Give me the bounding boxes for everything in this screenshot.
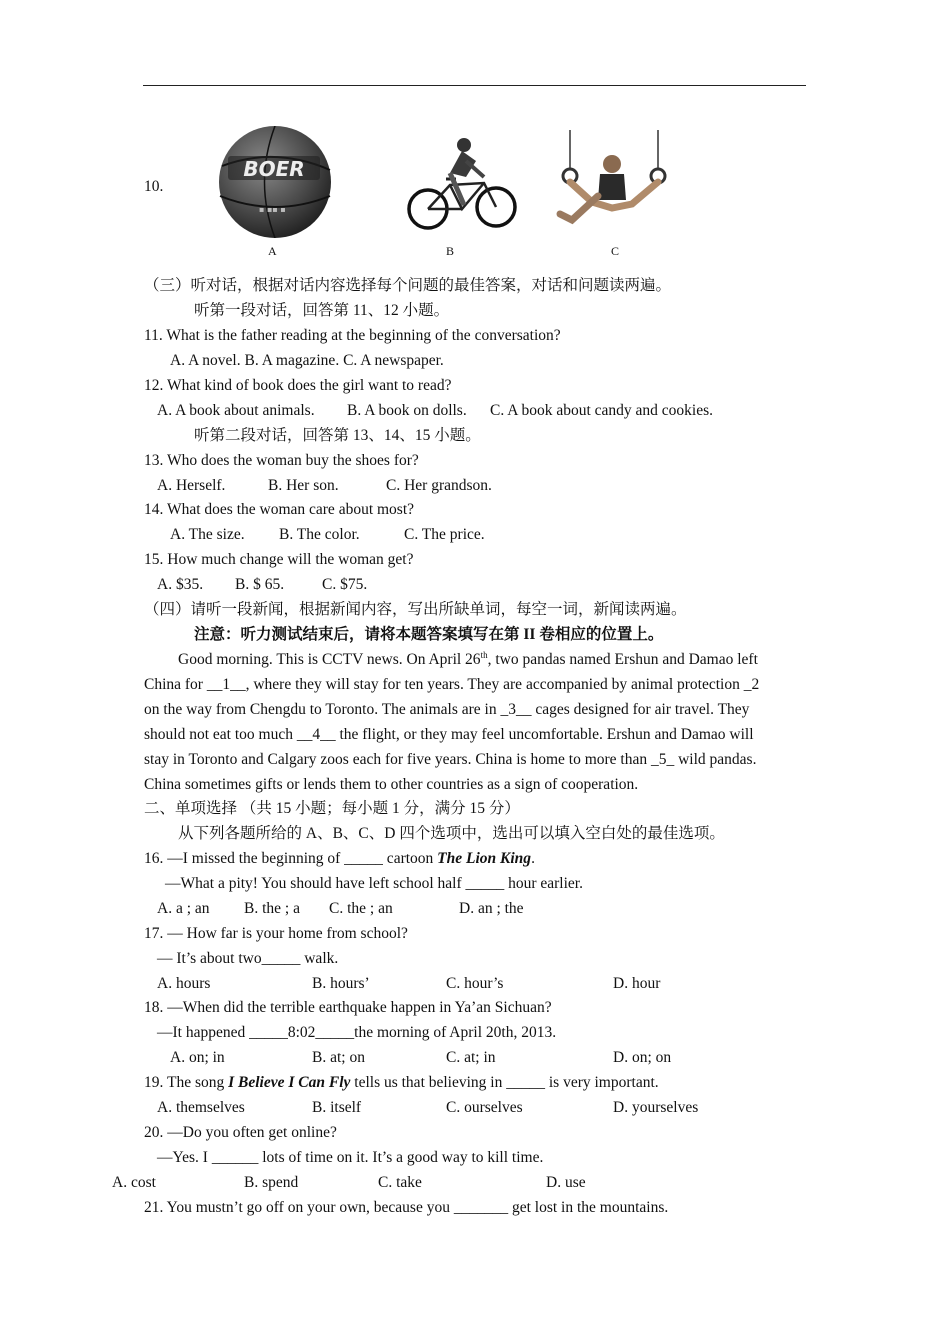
sec3-sub2: 听第二段对话，回答第 13、14、15 小题。 xyxy=(194,427,481,444)
q15-option-c: C. $75. xyxy=(322,576,368,593)
blank-3: _3__ xyxy=(500,701,532,718)
q10-number: 10. xyxy=(144,178,164,195)
q20-option-b: B. spend xyxy=(244,1174,299,1191)
q18-option-d: D. on; on xyxy=(613,1049,672,1066)
q11-options: A. A novel. B. A magazine. C. A newspaper. xyxy=(170,352,444,369)
blank-2: _2 xyxy=(743,676,760,693)
q12-option-a: A. A book about animals. xyxy=(157,402,315,419)
q19-stem: 19. The song I Believe I Can Fly tells us that believing in _____ is very important. xyxy=(144,1074,659,1091)
news-line-3: on the way from Chengdu to Toronto. The animals are in _3__ cages designed for air travel. They xyxy=(144,701,750,718)
basketball-icon xyxy=(214,126,336,238)
q18-option-c: C. at; in xyxy=(446,1049,496,1066)
q18-option-a: A. on; in xyxy=(170,1049,225,1066)
svg-text:BOER: BOER xyxy=(243,157,305,181)
blank-4: __4__ xyxy=(296,726,336,743)
news-line-4: should not eat too much __4__ the flight, or they may feel uncomfortable. Ershun and Damao will xyxy=(144,726,754,743)
q16-option-b: B. the ; a xyxy=(244,900,300,917)
q14-option-a: A. The size. xyxy=(170,526,245,543)
blank-5: _5_ xyxy=(650,751,675,768)
q17-option-c: C. hour’s xyxy=(446,975,504,992)
q13-option-c: C. Her grandson. xyxy=(386,477,492,494)
q19-option-b: B. itself xyxy=(312,1099,362,1116)
q14-option-b: B. The color. xyxy=(279,526,360,543)
q19-option-c: C. ourselves xyxy=(446,1099,523,1116)
part2-heading: 二、单项选择 （共 15 小题；每小题 1 分，满分 15 分） xyxy=(144,800,520,817)
q16-option-c: C. the ; an xyxy=(329,900,393,917)
sec4-heading: （四）请听一段新闻，根据新闻内容，写出所缺单词，每空一词，新闻读两遍。 xyxy=(144,601,687,618)
q19-option-d: D. yourselves xyxy=(613,1099,699,1116)
sec3-sub1: 听第一段对话，回答第 11、12 小题。 xyxy=(194,302,450,319)
pic-label-b: B xyxy=(446,244,455,258)
q16-line-2: —What a pity! You should have left school half _____ hour earlier. xyxy=(165,875,583,892)
q11-stem: 11. What is the father reading at the beginning of the conversation? xyxy=(144,327,561,344)
sec4-note: 注意：听力测试结束后，请将本题答案填写在第 II 卷相应的位置上。 xyxy=(194,626,664,643)
news-line-2: China for __1__, where they will stay for ten years. They are accompanied by animal protection _2 xyxy=(144,676,760,693)
q13-option-b: B. Her son. xyxy=(268,477,339,494)
q17-option-a: A. hours xyxy=(157,975,211,992)
header-rule xyxy=(143,85,806,86)
q19-option-a: A. themselves xyxy=(157,1099,245,1116)
pic-label-c: C xyxy=(611,244,620,258)
q18-line-2: —It happened _____8:02_____the morning of April 20th, 2013. xyxy=(157,1024,557,1041)
q20-option-c: C. take xyxy=(378,1174,422,1191)
q16-option-d: D. an ; the xyxy=(459,900,524,917)
q20-option-a: A. cost xyxy=(112,1174,156,1191)
news-line-5: stay in Toronto and Calgary zoos each for five years. China is home to more than _5_ wild pandas. xyxy=(144,751,757,768)
gymnast-rings-icon xyxy=(552,130,672,234)
q20-option-d: D. use xyxy=(546,1174,586,1191)
q12-option-b: B. A book on dolls. xyxy=(347,402,467,419)
q15-option-a: A. $35. xyxy=(157,576,204,593)
blank-1: __1__ xyxy=(206,676,246,693)
q21-stem: 21. You mustn’t go off on your own, because you _______ get lost in the mountains. xyxy=(144,1199,669,1216)
q17-option-b: B. hours’ xyxy=(312,975,370,992)
q17-stem: 17. — How far is your home from school? xyxy=(144,925,408,942)
q18-stem: 18. —When did the terrible earthquake happen in Ya’an Sichuan? xyxy=(144,999,552,1016)
q16-option-a: A. a ; an xyxy=(157,900,210,917)
q15-option-b: B. $ 65. xyxy=(235,576,285,593)
q13-stem: 13. Who does the woman buy the shoes for? xyxy=(144,452,419,469)
q13-option-a: A. Herself. xyxy=(157,477,226,494)
q14-option-c: C. The price. xyxy=(404,526,485,543)
sec3-heading: （三）听对话，根据对话内容选择每个问题的最佳答案，对话和问题读两遍。 xyxy=(144,277,672,294)
cyclist-icon xyxy=(406,133,518,233)
q20-line-2: —Yes. I ______ lots of time on it. It’s a good way to kill time. xyxy=(157,1149,544,1166)
pic-label-a: A xyxy=(268,244,277,258)
q12-option-c: C. A book about candy and cookies. xyxy=(490,402,713,419)
part2-instructions: 从下列各题所给的 A、B、C、D 四个选项中，选出可以填入空白处的最佳选项。 xyxy=(178,825,725,842)
q16-stem: 16. —I missed the beginning of _____ cartoon The Lion King. xyxy=(144,850,535,867)
q14-stem: 14. What does the woman care about most? xyxy=(144,501,415,518)
svg-text:▪ ▪▪ ▪: ▪ ▪▪ ▪ xyxy=(259,205,286,214)
q17-option-d: D. hour xyxy=(613,975,661,992)
q17-line-2: — It’s about two_____ walk. xyxy=(157,950,339,967)
news-line-1: Good morning. This is CCTV news. On April 26th, two pandas named Ershun and Damao left xyxy=(178,650,758,668)
news-line-6: China sometimes gifts or lends them to other countries as a sign of cooperation. xyxy=(144,776,639,793)
q15-stem: 15. How much change will the woman get? xyxy=(144,551,414,568)
q12-stem: 12. What kind of book does the girl want to read? xyxy=(144,377,452,394)
q18-option-b: B. at; on xyxy=(312,1049,365,1066)
q20-stem: 20. —Do you often get online? xyxy=(144,1124,337,1141)
